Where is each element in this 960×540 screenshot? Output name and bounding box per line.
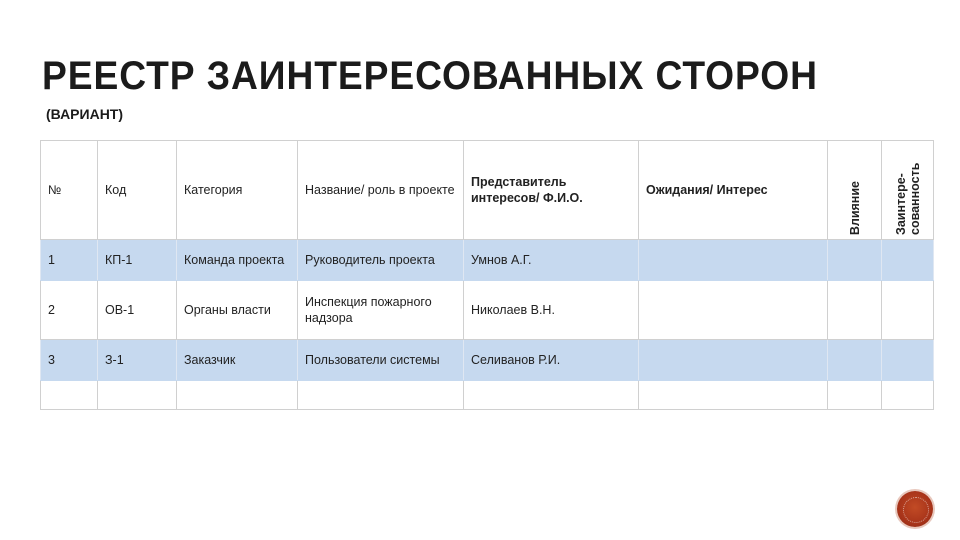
header-influence — [828, 141, 882, 240]
table-row — [41, 240, 934, 281]
cell-name-role: Инспекция пожарного надзора — [298, 281, 464, 340]
table-row — [41, 281, 934, 340]
header-num: № — [41, 141, 98, 240]
cell-expectations — [639, 381, 828, 410]
table-row — [41, 340, 934, 381]
cell-representative — [464, 381, 639, 410]
cell-influence — [828, 340, 882, 381]
cell-num: 1 — [41, 240, 98, 281]
seal-icon — [897, 491, 933, 527]
cell-representative: Николаев В.Н. — [464, 281, 639, 340]
cell-code — [98, 381, 177, 410]
header-category: Категория — [177, 141, 298, 240]
cell-name-role: Руководитель проекта — [298, 240, 464, 281]
cell-code: З-1 — [98, 340, 177, 381]
table-row — [41, 381, 934, 410]
cell-expectations — [639, 240, 828, 281]
cell-name-role — [298, 381, 464, 410]
header-influence-label: Влияние — [847, 180, 862, 235]
header-expectations: Ожидания/ Интерес — [639, 141, 828, 240]
cell-influence — [828, 281, 882, 340]
table-header-row — [41, 141, 934, 240]
cell-expectations — [639, 281, 828, 340]
cell-influence — [828, 240, 882, 281]
page-title: РЕЕСТР ЗАИНТЕРЕСОВАННЫХ СТОРОН — [42, 54, 818, 98]
cell-num: 3 — [41, 340, 98, 381]
cell-interest — [882, 340, 934, 381]
header-interest — [882, 141, 934, 240]
cell-category: Заказчик — [177, 340, 298, 381]
cell-representative: Селиванов Р.И. — [464, 340, 639, 381]
header-code: Код — [98, 141, 177, 240]
header-interest-label: Заинтере-сованность — [893, 162, 922, 235]
cell-representative: Умнов А.Г. — [464, 240, 639, 281]
header-representative: Представитель интересов/ Ф.И.О. — [464, 141, 639, 240]
cell-expectations — [639, 340, 828, 381]
cell-interest — [882, 381, 934, 410]
page-subtitle: (ВАРИАНТ) — [46, 106, 124, 122]
cell-code: КП-1 — [98, 240, 177, 281]
cell-num — [41, 381, 98, 410]
cell-interest — [882, 240, 934, 281]
cell-category: Органы власти — [177, 281, 298, 340]
stakeholder-registry-table — [40, 140, 934, 410]
cell-num: 2 — [41, 281, 98, 340]
cell-interest — [882, 281, 934, 340]
cell-category: Команда проекта — [177, 240, 298, 281]
cell-category — [177, 381, 298, 410]
cell-influence — [828, 381, 882, 410]
header-name-role: Название/ роль в проекте — [298, 141, 464, 240]
cell-name-role: Пользователи системы — [298, 340, 464, 381]
cell-code: ОВ-1 — [98, 281, 177, 340]
